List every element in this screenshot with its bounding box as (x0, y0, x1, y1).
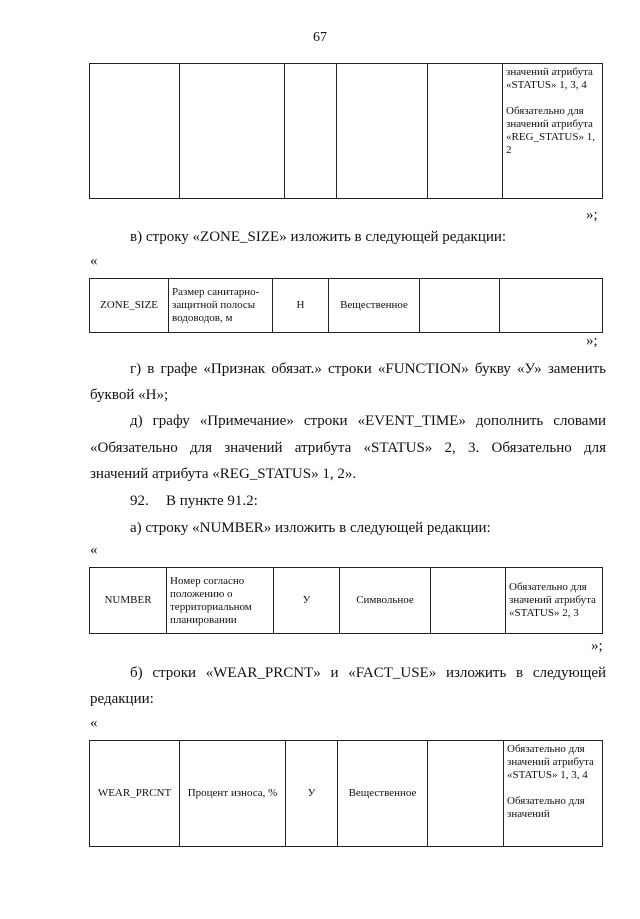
cell-name: Номер согласно положению о территориальном планировании (167, 568, 274, 634)
paragraph-b-line1: б) строки «WEAR_PRCNT» и «FACT_USE» изложить в следующей (130, 665, 606, 681)
page-number: 67 (313, 30, 327, 45)
paragraph-a: а) строку «NUMBER» изложить в следующей редакции: (130, 520, 491, 536)
note-text: Обязательно для значений (507, 795, 585, 820)
table-cell (90, 64, 180, 199)
table-row (90, 568, 603, 634)
table-row (90, 279, 603, 333)
paragraph-92-number: 92. (130, 493, 149, 509)
table-cell (431, 568, 506, 634)
cell-note (504, 741, 603, 847)
table-continuation (89, 63, 603, 199)
table-number (89, 567, 603, 634)
closing-quote: »; (586, 333, 598, 349)
table-cell (285, 64, 337, 199)
cell-name: Процент износа, % (180, 741, 286, 847)
table-cell (337, 64, 428, 199)
table-wear-prcnt (89, 740, 603, 847)
table-row (90, 64, 603, 199)
table-cell-note (503, 64, 603, 199)
cell-code: NUMBER (90, 568, 167, 634)
opening-quote: « (90, 715, 98, 731)
table-cell (420, 279, 500, 333)
paragraph-g-line2: буквой «Н»; (90, 387, 169, 403)
paragraph-v: в) строку «ZONE_SIZE» изложить в следующей редакции: (130, 229, 507, 245)
cell-type: Символьное (340, 568, 431, 634)
cell-note: Обязательно для значений атрибута «STATUS» 2, 3 (506, 568, 603, 634)
cell-code: ZONE_SIZE (90, 279, 169, 333)
cell-required: У (274, 568, 340, 634)
table-row (90, 741, 603, 847)
cell-type: Вещественное (338, 741, 428, 847)
table-cell (428, 64, 503, 199)
note-text: Обязательно для значений атрибута «STATUS» 1, 3, 4 (507, 743, 594, 781)
cell-name: Размер санитарно-защитной полосы водоводов, м (169, 279, 273, 333)
note-text: значений атрибута «STATUS» 1, 3, 4 (506, 66, 593, 91)
cell-required: Н (273, 279, 329, 333)
opening-quote: « (90, 542, 98, 558)
paragraph-g-line1: г) в графе «Признак обязат.» строки «FUNCTION» букву «У» заменить (130, 361, 606, 377)
table-cell (500, 279, 603, 333)
closing-quote: »; (591, 638, 603, 654)
paragraph-d-line2: «Обязательно для значений атрибута «STATUS» 2, 3. Обязательно для (90, 440, 606, 456)
table-cell (180, 64, 285, 199)
paragraph-d-line3: значений атрибута «REG_STATUS» 1, 2». (90, 466, 357, 482)
paragraph-b-line2: редакции: (90, 691, 154, 707)
cell-type: Вещественное (329, 279, 420, 333)
table-zone-size (89, 278, 603, 333)
cell-code: WEAR_PRCNT (90, 741, 180, 847)
note-text: Обязательно для значений атрибута «REG_STATUS» 1, 2 (506, 105, 595, 156)
table-cell (428, 741, 504, 847)
closing-quote: »; (586, 207, 598, 223)
opening-quote: « (90, 253, 98, 269)
paragraph-d-line1: д) графу «Примечание» строки «EVENT_TIME» дополнить словами (130, 413, 606, 429)
paragraph-92-text: В пункте 91.2: (166, 493, 258, 509)
cell-required: У (286, 741, 338, 847)
